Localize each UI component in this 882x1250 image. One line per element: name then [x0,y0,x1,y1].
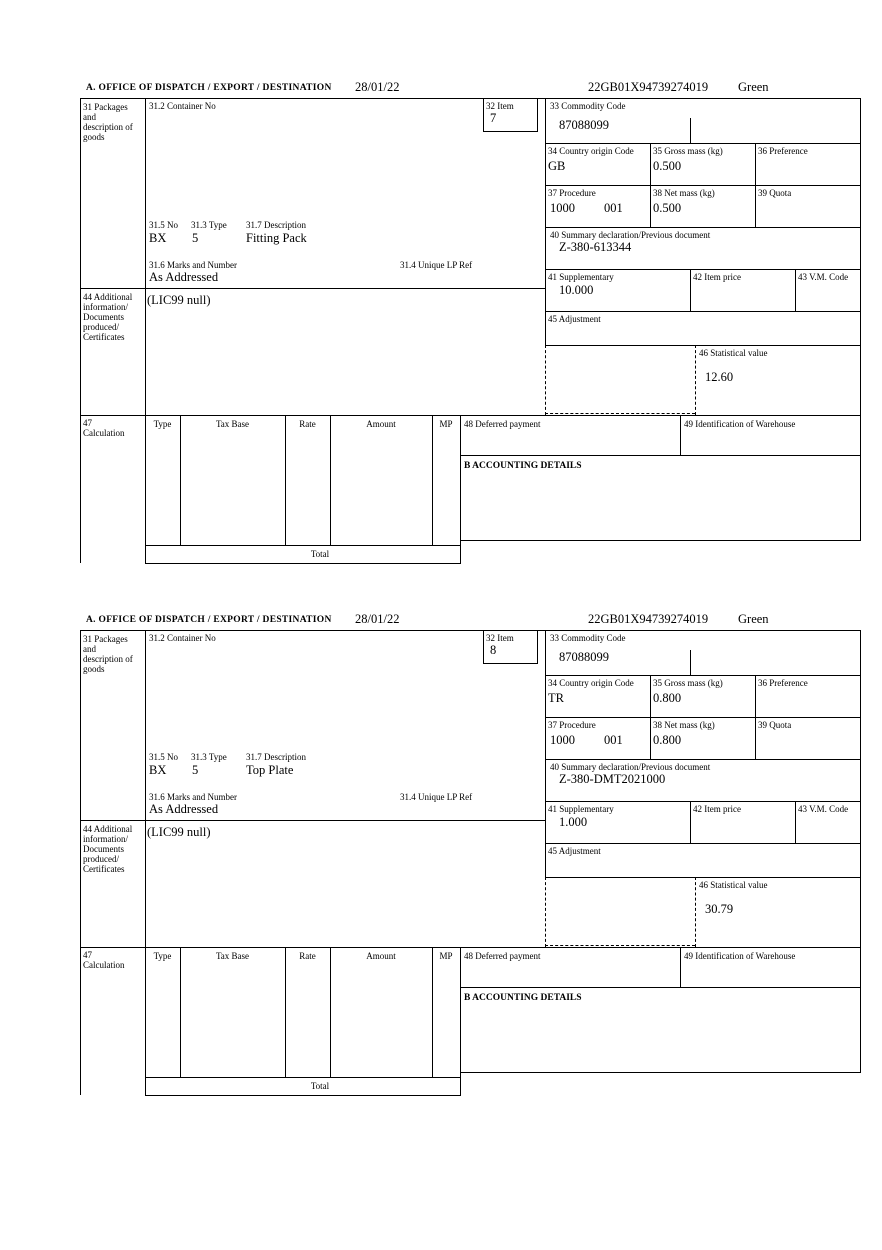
movement-reference-number: 22GB01X94739274019 [588,612,709,626]
declaration-date: 28/01/22 [355,612,400,626]
grid-line [180,415,181,545]
grid-line [80,98,81,563]
box39-label: 39 Quota [758,720,792,730]
item-number-value: 7 [490,111,497,125]
calc-col-mp: MP [439,951,453,961]
grid-line-dashed [695,877,696,947]
box31-7-label: 31.7 Description [246,752,306,762]
box47-label: 47 Calculation [83,950,125,970]
box39-label: 39 Quota [758,188,792,198]
calc-col-rate: Rate [299,419,316,429]
package-type-value: 5 [192,231,199,245]
grid-line [483,630,484,663]
statistical-value: 12.60 [705,370,734,384]
grid-line [537,98,538,131]
grid-line [80,288,545,289]
gross-mass-value: 0.800 [653,691,682,705]
calc-col-rate: Rate [299,951,316,961]
box46-label: 46 Statistical value [699,348,768,358]
box49-label: 49 Identification of Warehouse [684,951,796,961]
calc-col-amount: Amount [366,419,396,429]
declaration-date: 28/01/22 [355,80,400,94]
box31-5-label: 31.5 No [149,220,178,230]
grid-line [545,843,860,844]
calc-col-amount: Amount [366,951,396,961]
box31-3-label: 31.3 Type [191,220,227,230]
box34-label: 34 Country origin Code [548,678,634,688]
box43-label: 43 V.M. Code [798,272,849,282]
box38-label: 38 Net mass (kg) [653,188,715,198]
office-of-dispatch-header: A. OFFICE OF DISPATCH / EXPORT / DESTINATION [86,615,332,625]
grid-line [545,877,860,878]
box31-3-label: 31.3 Type [191,752,227,762]
grid-line-dashed [545,877,546,947]
grid-line [545,675,860,676]
grid-line [145,947,146,1095]
box43-label: 43 V.M. Code [798,804,849,814]
box44-label: 44 Additional information/ Documents produced/ Certificates [83,824,133,874]
grid-line [483,663,538,664]
routing-status: Green [738,80,769,94]
marks-and-number-value: As Addressed [149,270,219,284]
grid-line [285,415,286,545]
commodity-code-separator [690,650,691,675]
accounting-details-label: B ACCOUNTING DETAILS [464,993,582,1003]
grid-line [80,947,861,948]
net-mass-value: 0.500 [653,201,682,215]
box49-label: 49 Identification of Warehouse [684,419,796,429]
grid-line [145,98,146,415]
package-type-value: 5 [192,763,199,777]
routing-status: Green [738,612,769,626]
box41-label: 41 Supplementary [548,272,614,282]
grid-line [680,947,681,987]
box45-label: 45 Adjustment [548,846,601,856]
procedure-additional-value: 001 [604,201,623,215]
accounting-details-label: B ACCOUNTING DETAILS [464,461,582,471]
grid-line-dashed [545,413,695,414]
grid-line [80,415,861,416]
calc-col-tax-base: Tax Base [215,419,250,429]
additional-information-value: (LIC99 null) [147,293,211,307]
box31-6-label: 31.6 Marks and Number [149,260,237,270]
country-origin-value: GB [548,159,566,173]
grid-line [145,630,146,947]
grid-line [860,630,861,1072]
box31-7-label: 31.7 Description [246,220,306,230]
commodity-code-value: 87088099 [559,650,609,664]
country-origin-value: TR [548,691,564,705]
box32-label: 32 Item [486,101,514,111]
grid-line [145,415,146,563]
grid-line [145,545,461,546]
box33-label: 33 Commodity Code [550,101,626,111]
grid-line [80,630,861,631]
grid-line-dashed [695,345,696,415]
grid-line [690,269,691,311]
grid-line [545,630,546,877]
marks-and-number-value: As Addressed [149,802,219,816]
summary-declaration-value: Z-380-DMT2021000 [559,772,666,786]
grid-line [545,227,860,228]
grid-line [545,345,860,346]
box37-label: 37 Procedure [548,188,596,198]
grid-line [690,801,691,843]
box31-label: 31 Packages and description of goods [83,102,133,142]
box46-label: 46 Statistical value [699,880,768,890]
box48-label: 48 Deferred payment [464,951,541,961]
declaration-item-section-2 [80,614,861,1096]
box47-label: 47 Calculation [83,418,125,438]
grid-line [432,947,433,1077]
grid-line [330,947,331,1077]
supplementary-units-value: 10.000 [559,283,594,297]
grid-line [80,820,545,821]
grid-line [680,415,681,455]
box31-label: 31 Packages and description of goods [83,634,133,674]
box37-label: 37 Procedure [548,720,596,730]
grid-line [537,630,538,663]
grid-line [483,98,484,131]
grid-line [483,131,538,132]
grid-line [860,98,861,540]
grid-line [545,185,860,186]
grid-line [545,311,860,312]
calc-col-type: Type [153,951,172,961]
box31-4-label: 31.4 Unique LP Ref [400,792,473,802]
grid-line [180,947,181,1077]
grid-line [545,801,860,802]
box32-label: 32 Item [486,633,514,643]
grid-line [80,630,81,1095]
grid-line [545,143,860,144]
box35-label: 35 Gross mass (kg) [653,678,723,688]
calc-col-tax-base: Tax Base [215,951,250,961]
grid-line [545,98,546,345]
commodity-code-separator [690,118,691,143]
commodity-code-value: 87088099 [559,118,609,132]
box41-label: 41 Supplementary [548,804,614,814]
calc-col-mp: MP [439,419,453,429]
net-mass-value: 0.800 [653,733,682,747]
grid-line [545,759,860,760]
grid-line [545,269,860,270]
box31-2-label: 31.2 Container No [149,101,216,111]
grid-line [145,563,461,564]
box36-label: 36 Preference [758,678,808,688]
item-number-value: 8 [490,643,497,657]
calc-total-label: Total [310,1081,330,1091]
grid-line [795,801,796,843]
box36-label: 36 Preference [758,146,808,156]
additional-information-value: (LIC99 null) [147,825,211,839]
office-of-dispatch-header: A. OFFICE OF DISPATCH / EXPORT / DESTINATION [86,83,332,93]
box31-2-label: 31.2 Container No [149,633,216,643]
box40-label: 40 Summary declaration/Previous document [550,762,711,772]
box31-5-label: 31.5 No [149,752,178,762]
grid-line-dashed [545,345,546,415]
supplementary-units-value: 1.000 [559,815,588,829]
box48-label: 48 Deferred payment [464,419,541,429]
procedure-value: 1000 [550,733,575,747]
box33-label: 33 Commodity Code [550,633,626,643]
grid-line [460,987,860,988]
grid-line [432,415,433,545]
box31-4-label: 31.4 Unique LP Ref [400,260,473,270]
box31-6-label: 31.6 Marks and Number [149,792,237,802]
grid-line [145,1077,461,1078]
grid-line-dashed [545,945,695,946]
grid-line [460,1072,861,1073]
box40-label: 40 Summary declaration/Previous document [550,230,711,240]
calc-total-label: Total [310,549,330,559]
box38-label: 38 Net mass (kg) [653,720,715,730]
calc-col-type: Type [153,419,172,429]
box45-label: 45 Adjustment [548,314,601,324]
box35-label: 35 Gross mass (kg) [653,146,723,156]
grid-line [795,269,796,311]
box42-label: 42 Item price [693,272,741,282]
movement-reference-number: 22GB01X94739274019 [588,80,709,94]
grid-line [285,947,286,1077]
package-count-value: BX [149,231,167,245]
grid-line [80,98,861,99]
box42-label: 42 Item price [693,804,741,814]
procedure-additional-value: 001 [604,733,623,747]
gross-mass-value: 0.500 [653,159,682,173]
grid-line [545,717,860,718]
package-description-value: Fitting Pack [246,231,307,245]
grid-line [330,415,331,545]
declaration-item-section-1 [80,82,861,564]
box34-label: 34 Country origin Code [548,146,634,156]
procedure-value: 1000 [550,201,575,215]
grid-line [145,1095,461,1096]
summary-declaration-value: Z-380-613344 [559,240,632,254]
package-description-value: Top Plate [246,763,294,777]
package-count-value: BX [149,763,167,777]
statistical-value: 30.79 [705,902,734,916]
grid-line [460,455,860,456]
grid-line [460,540,861,541]
box44-label: 44 Additional information/ Documents produced/ Certificates [83,292,133,342]
